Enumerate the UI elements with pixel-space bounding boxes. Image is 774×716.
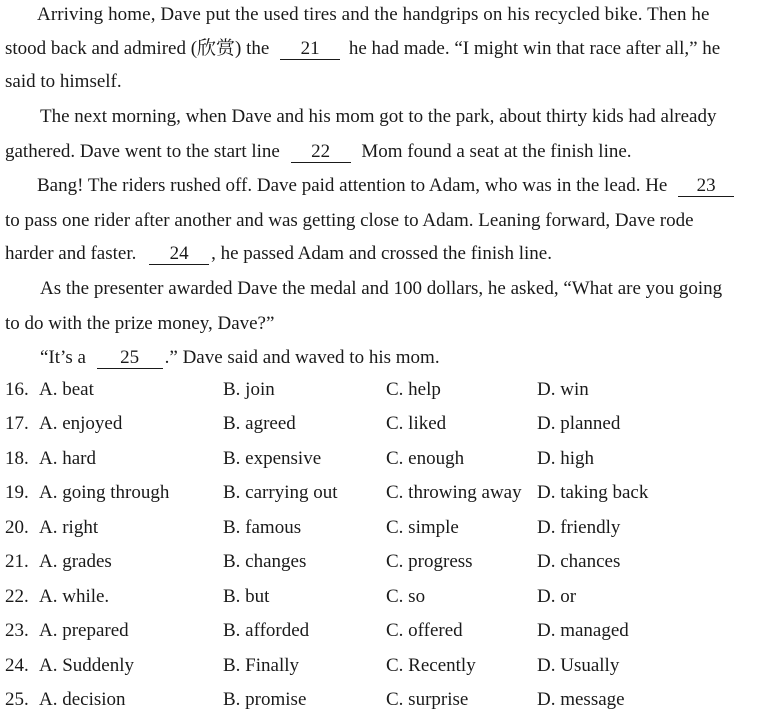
question-number: 24. — [5, 655, 29, 676]
passage-text: Bang! The riders rushed off. Dave paid attention to Adam, who was in the lead. He — [37, 175, 668, 196]
passage-text: , he passed Adam and crossed the finish line. — [211, 243, 552, 264]
passage-line — [5, 37, 770, 61]
question-row-24 — [5, 650, 769, 682]
option-a: A. Suddenly — [39, 655, 134, 676]
option-d: D. high — [537, 448, 594, 469]
passage-text: said to himself. — [5, 71, 122, 92]
question-number: 21. — [5, 551, 29, 572]
option-a: A. grades — [39, 551, 112, 572]
option-c: C. help — [386, 379, 441, 400]
blank-24: 24 — [149, 244, 209, 265]
option-c: C. so — [386, 586, 426, 607]
passage-line — [5, 312, 770, 336]
question-row-20 — [5, 512, 769, 544]
question-number: 23. — [5, 620, 29, 641]
passage-line — [37, 3, 770, 27]
option-a: A. right — [39, 517, 99, 538]
passage-text: .” Dave said and waved to his mom. — [164, 347, 440, 368]
question-number: 20. — [5, 517, 29, 538]
blank-21: 21 — [280, 39, 340, 60]
question-row-18 — [5, 443, 769, 475]
option-a: A. enjoyed — [39, 413, 123, 434]
passage-text: Mom found a seat at the finish line. — [361, 141, 632, 162]
option-d: D. Usually — [537, 655, 620, 676]
question-row-21 — [5, 546, 769, 578]
option-d: D. win — [537, 379, 589, 400]
option-b: B. promise — [223, 689, 307, 710]
passage-text: The next morning, when Dave and his mom got to the park, about thirty kids had already — [40, 106, 717, 127]
option-a: A. beat — [39, 379, 94, 400]
option-d: D. chances — [537, 551, 621, 572]
passage-text: he had made. “I might win that race after all,” he — [348, 38, 721, 59]
option-c: C. enough — [386, 448, 465, 469]
blank-22: 22 — [291, 142, 351, 163]
question-row-22 — [5, 581, 769, 613]
question-number: 25. — [5, 689, 29, 710]
option-c: C. liked — [386, 413, 447, 434]
question-number: 19. — [5, 482, 29, 503]
blank-25: 25 — [97, 348, 163, 369]
option-c: C. offered — [386, 620, 463, 641]
question-row-25 — [5, 684, 769, 716]
option-b: B. carrying out — [223, 482, 338, 503]
question-number: 18. — [5, 448, 29, 469]
option-b: B. expensive — [223, 448, 322, 469]
question-row-16 — [5, 374, 769, 406]
passage-text: to do with the prize money, Dave?” — [5, 313, 275, 334]
option-b: B. join — [223, 379, 275, 400]
passage-line — [5, 70, 770, 94]
passage-line — [5, 140, 770, 164]
passage-text: stood back and admired (欣赏) the — [5, 38, 270, 59]
passage-line — [5, 242, 770, 266]
passage-text: Arriving home, Dave put the used tires and the handgrips on his recycled bike. Then he — [37, 4, 710, 25]
blank-23: 23 — [678, 176, 734, 197]
option-c: C. progress — [386, 551, 473, 572]
passage-line — [37, 174, 770, 198]
option-d: D. managed — [537, 620, 629, 641]
passage-text: As the presenter awarded Dave the medal and 100 dollars, he asked, “What are you going — [40, 278, 723, 299]
passage-line — [40, 346, 770, 370]
question-number: 17. — [5, 413, 29, 434]
question-row-17 — [5, 408, 769, 440]
passage-text: gathered. Dave went to the start line — [5, 141, 280, 162]
question-row-19 — [5, 477, 769, 509]
option-b: B. Finally — [223, 655, 300, 676]
passage-line — [40, 105, 770, 129]
option-a: A. prepared — [39, 620, 129, 641]
option-b: B. famous — [223, 517, 302, 538]
option-c: C. throwing away — [386, 482, 522, 503]
option-a: A. going through — [39, 482, 170, 503]
passage-line — [5, 209, 770, 233]
option-c: C. Recently — [386, 655, 476, 676]
option-b: B. but — [223, 586, 270, 607]
question-number: 16. — [5, 379, 29, 400]
option-d: D. or — [537, 586, 577, 607]
passage-text: to pass one rider after another and was getting close to Adam. Leaning forward, Dave rode — [5, 210, 694, 231]
option-b: B. afforded — [223, 620, 310, 641]
option-d: D. message — [537, 689, 625, 710]
question-row-23 — [5, 615, 769, 647]
passage-text: “It’s a — [40, 347, 86, 368]
passage-text: harder and faster. — [5, 243, 137, 264]
option-b: B. changes — [223, 551, 307, 572]
option-c: C. simple — [386, 517, 459, 538]
option-d: D. taking back — [537, 482, 649, 503]
option-a: A. hard — [39, 448, 96, 469]
option-d: D. friendly — [537, 517, 621, 538]
option-c: C. surprise — [386, 689, 469, 710]
passage-line — [40, 277, 770, 301]
option-b: B. agreed — [223, 413, 296, 434]
option-d: D. planned — [537, 413, 621, 434]
option-a: A. while. — [39, 586, 110, 607]
question-number: 22. — [5, 586, 29, 607]
option-a: A. decision — [39, 689, 126, 710]
